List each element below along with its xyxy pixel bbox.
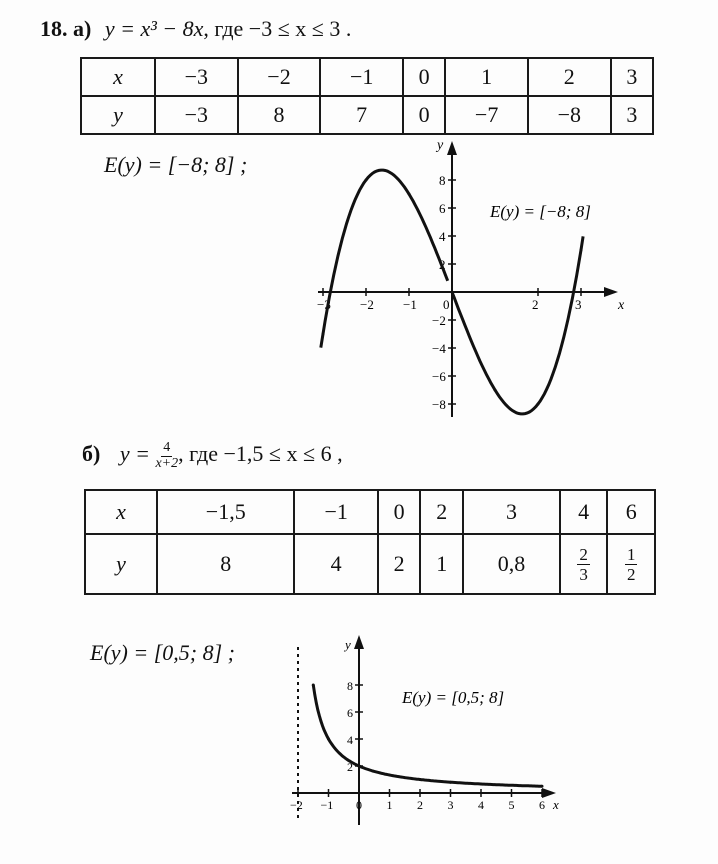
y-tick-label: −8: [432, 397, 446, 412]
x-tick-label: 5: [508, 798, 515, 812]
table-cell: 2: [528, 58, 611, 96]
fraction-numerator: 2: [579, 544, 588, 564]
table-cell: 8: [157, 534, 294, 594]
data-point: [365, 179, 368, 182]
y-axis-arrow: [354, 635, 364, 649]
y-tick-label: 8: [347, 679, 353, 693]
x-axis-label: x: [618, 298, 625, 313]
data-point: [358, 765, 361, 768]
table-row-y: [81, 96, 653, 134]
x-axis-arrow: [604, 287, 618, 297]
table-cell: [607, 534, 655, 594]
x-tick-label: 4: [478, 798, 484, 812]
part-b-heading: [82, 441, 343, 471]
table-cell: 3: [611, 58, 653, 96]
y-tick-label: 6: [347, 706, 353, 720]
data-point: [537, 403, 540, 406]
data-point: [312, 684, 315, 687]
part-a-value-table: [80, 57, 654, 135]
function-curve-right: [452, 236, 583, 414]
table-cell: 3: [611, 96, 653, 134]
part-a-graph: [300, 135, 640, 430]
part-b-formula-fraction: [155, 441, 178, 471]
table-cell: 0,8: [463, 534, 560, 594]
x-tick-label: 3: [575, 297, 582, 312]
x-tick-label: 6: [539, 798, 545, 812]
table-cell: 4: [560, 490, 608, 534]
table-cell: 6: [607, 490, 655, 534]
fraction-numerator: 4: [163, 440, 171, 455]
table-cell: 2: [378, 534, 421, 594]
y-axis-arrow: [447, 141, 457, 155]
x-tick-label: 2: [532, 297, 539, 312]
data-point: [451, 291, 454, 294]
table-cell: 7: [320, 96, 403, 134]
data-point: [322, 333, 325, 336]
y-tick-label: 4: [347, 733, 353, 747]
fraction-two-thirds: [577, 546, 590, 583]
part-a-formula: y = x³ − 8x: [104, 16, 204, 41]
x-tick-label: −1: [403, 297, 417, 312]
x-tick-label: −3: [317, 297, 331, 312]
part-b-value-table: [84, 489, 656, 595]
y-axis-label: y: [345, 637, 351, 652]
table-cell: 4: [294, 534, 377, 594]
part-a-range: E(y) = [−8; 8] ;: [104, 152, 248, 177]
table-cell: −3: [155, 58, 238, 96]
table-cell: −1: [320, 58, 403, 96]
table-row-y: [85, 534, 655, 594]
part-b-formula-lhs: y =: [119, 441, 150, 467]
x-tick-label: −1: [320, 798, 334, 812]
table-row-x: [85, 490, 655, 534]
fraction-denominator: 2: [626, 564, 636, 584]
y-tick-label: 8: [439, 173, 446, 188]
table-header-x: x: [85, 490, 157, 534]
table-cell: −3: [155, 96, 238, 134]
table-cell: 0: [403, 96, 445, 134]
table-header-x: x: [81, 58, 155, 96]
data-point: [327, 738, 330, 741]
table-cell: 1: [420, 534, 463, 594]
y-tick-label: 4: [439, 229, 446, 244]
table-cell: [560, 534, 608, 594]
function-curve-left: [321, 170, 448, 348]
y-tick-label: 2: [347, 760, 353, 774]
part-a-label: а): [73, 16, 92, 41]
y-tick-label: 6: [439, 201, 446, 216]
fraction-denominator: 3: [579, 564, 588, 584]
y-tick-label: −2: [432, 313, 446, 328]
data-point: [419, 778, 422, 781]
table-cell: −1: [294, 490, 377, 534]
table-cell: 8: [238, 96, 321, 134]
data-point: [541, 785, 544, 788]
table-cell: −8: [528, 96, 611, 134]
data-point: [480, 782, 483, 785]
part-b-graph: [280, 625, 580, 830]
graph-annotation: E(y) = [0,5; 8]: [402, 688, 505, 707]
data-point: [580, 249, 583, 252]
data-point: [408, 193, 411, 196]
y-tick-label: −6: [432, 369, 446, 384]
table-cell: −1,5: [157, 490, 294, 534]
data-point: [494, 389, 497, 392]
fraction-one-half: [625, 546, 638, 583]
x-tick-label: 1: [386, 798, 393, 812]
x-tick-label: −2: [360, 297, 374, 312]
table-cell: 1: [445, 58, 528, 96]
table-cell: 2: [420, 490, 463, 534]
graph-annotation: E(y) = [−8; 8]: [490, 202, 591, 221]
part-b-label: б): [82, 441, 101, 467]
part-a-condition: , где −3 ≤ x ≤ 3 .: [203, 16, 352, 41]
table-cell: 0: [403, 58, 445, 96]
table-header-y: y: [85, 534, 157, 594]
table-cell: 0: [378, 490, 421, 534]
table-cell: 3: [463, 490, 560, 534]
fraction-numerator: 1: [626, 544, 636, 564]
x-tick-label: 0: [443, 297, 450, 312]
problem-number: 18.: [40, 16, 68, 41]
table-header-y: y: [81, 96, 155, 134]
x-tick-label: 3: [447, 798, 454, 812]
data-point: [449, 781, 452, 784]
part-a-heading: [40, 16, 351, 42]
table-cell: −2: [238, 58, 321, 96]
part-b-range: E(y) = [0,5; 8] ;: [90, 640, 235, 665]
fraction-denominator: x+2: [155, 456, 179, 471]
x-tick-label: −2: [290, 798, 303, 812]
y-tick-label: 2: [439, 257, 446, 272]
y-tick-label: −4: [432, 341, 446, 356]
y-axis-label: y: [437, 138, 444, 153]
part-b-condition: , где −1,5 ≤ x ≤ 6 ,: [178, 441, 343, 467]
table-row-x: [81, 58, 653, 96]
x-tick-label: 0: [356, 798, 362, 812]
table-cell: −7: [445, 96, 528, 134]
x-axis-label: x: [553, 797, 559, 812]
x-tick-label: 2: [417, 798, 423, 812]
